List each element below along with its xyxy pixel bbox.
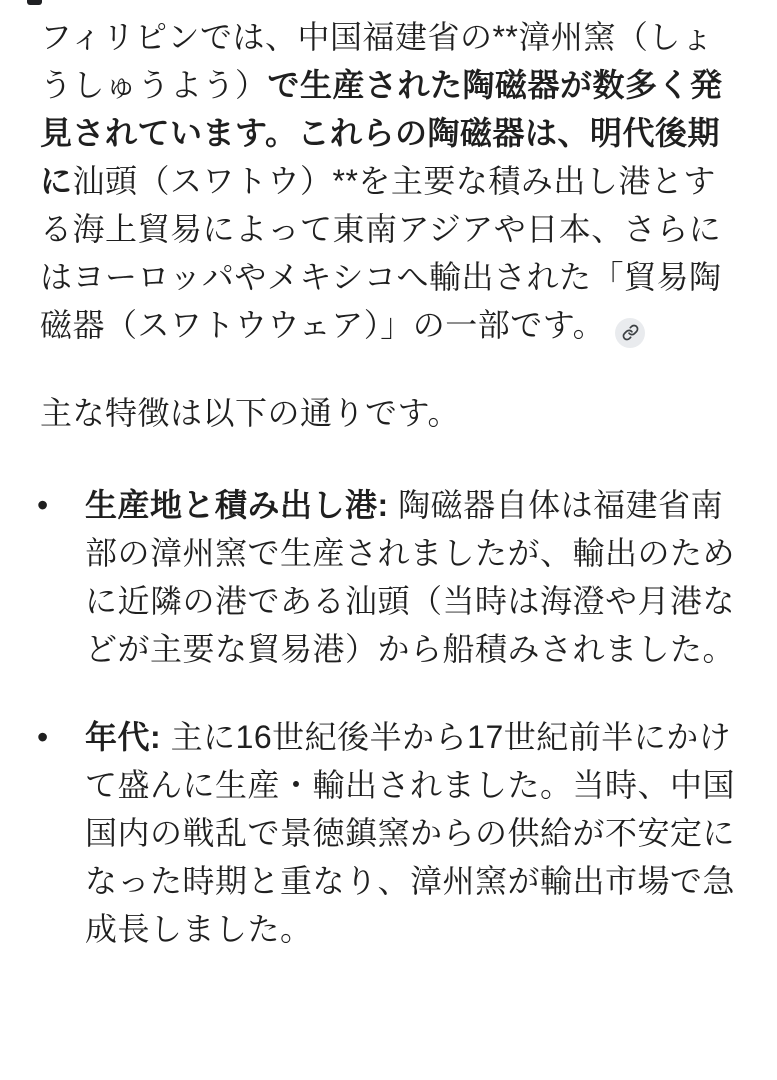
- list-item-era: [37, 713, 743, 953]
- paragraph-features-intro: 主な特徴は以下の通りです。: [40, 395, 460, 431]
- features-list: [37, 481, 743, 953]
- list-item-label: 生産地と積み出し港:: [85, 487, 389, 523]
- intro-text-segment-2: 汕頭（スワトウ）**を主要な積み出し港とする海上貿易によって東南アジアや日本、さらにはヨーロッパやメキシコへ輸出された「貿易陶磁器（スワトウウェア）」の一部です。: [40, 163, 722, 343]
- clipped-content-edge: [27, 0, 42, 5]
- list-item-text: 主に16世紀後半から17世紀前半にかけて盛んに生産・輸出されました。当時、中国国内の戦乱で景徳鎮窯からの供給が不安定になった時期と重なり、漳州窯が輸出市場で急成長しました。: [85, 719, 736, 947]
- list-item-label: 年代:: [85, 719, 162, 755]
- source-link-button[interactable]: [615, 318, 645, 348]
- bullet-marker: •: [37, 487, 49, 523]
- list-item-text: 陶磁器自体は福建省南部の漳州窯で生産されましたが、輸出のために近隣の港である汕頭（当時は海澄や月港などが主要な貿易港）から船積みされました。: [85, 487, 736, 667]
- intro-text-segment-bold: で生産された陶磁器が数多く発見されています。これらの陶磁器は、明代後期に: [40, 67, 723, 199]
- intro-text-segment-1: フィリピンでは、中国福建省の**漳州窯（しょうしゅうよう）: [40, 19, 714, 103]
- list-item-content: [85, 713, 743, 953]
- bullet-marker: •: [37, 719, 49, 755]
- list-item-production: [37, 481, 743, 673]
- link-icon: [622, 324, 639, 341]
- paragraph-swatow-intro: [40, 13, 743, 349]
- list-item-content: [85, 481, 743, 673]
